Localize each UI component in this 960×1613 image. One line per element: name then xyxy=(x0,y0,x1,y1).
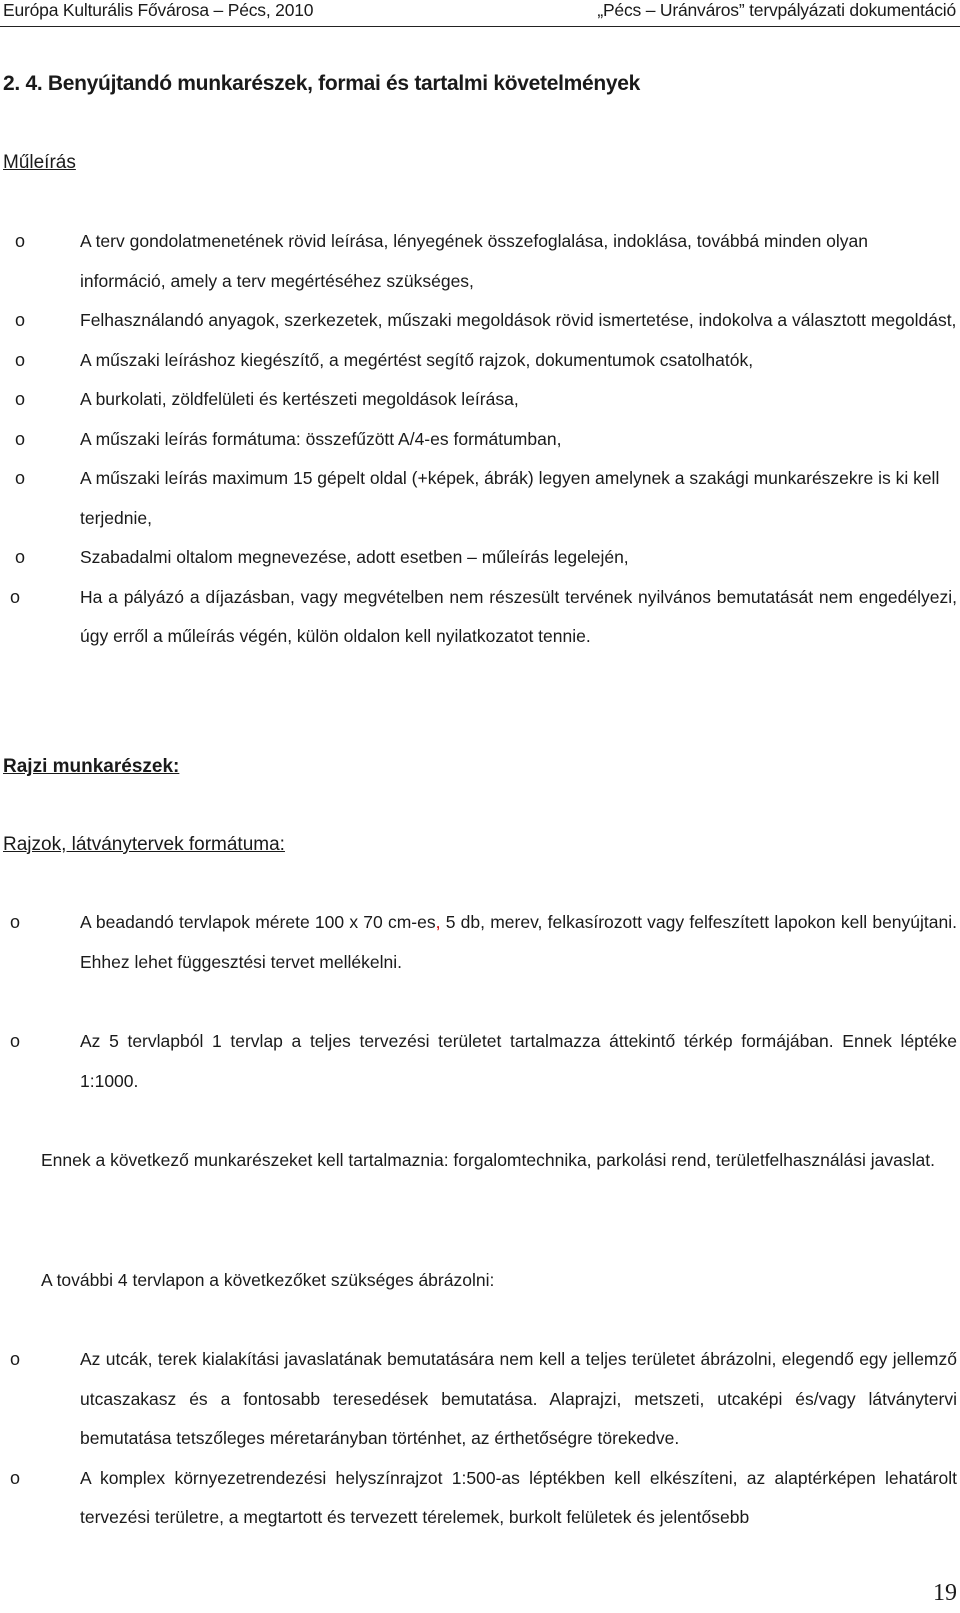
header-left-title: Európa Kulturális Fővárosa – Pécs, 2010 xyxy=(3,0,314,20)
list-item xyxy=(0,380,960,420)
list-item-text: Felhasználandó anyagok, szerkezetek, műszaki megoldások rövid ismertetése, indokolva a választott megoldást, xyxy=(80,310,957,330)
list-item-text: Ha a pályázó a díjazásban, vagy megvételben nem részesült tervének nyilvános bemutatását nem engedélyezi, úgy erről a műleírás végén, külön oldalon kell nyilatkozatot tennie. xyxy=(80,586,957,646)
list-item-text: A műszaki leírás formátuma: összefűzött A/4-es formátumban, xyxy=(80,428,562,449)
bullet-icon: o xyxy=(14,389,25,409)
list-item-text: A műszaki leírás maximum 15 gépelt oldal (+képek, ábrák) legyen amelynek a szakági munkarészekre is ki kell terjednie, xyxy=(80,468,940,528)
rajzi-heading: Rajzi munkarészek: xyxy=(3,756,180,777)
bullet-icon: o xyxy=(14,547,25,567)
list-item-text: Az utcák, terek kialakítási javaslatának bemutatására nem kell a teljes területet ábrázolni, elegendő egy jellemző utcaszakasz és a fontosabb teresedések bemutatása. Alaprajzi, metszeti, utcaképi és/vagy látványtervi bemutatása tetszőleges méretarányban történhet, az érthetőségre törekedve. xyxy=(80,1349,957,1448)
list-item-text: A terv gondolatmenetének rövid leírása, lényegének összefoglalása, indoklása, továbbá minden olyan információ, amely a terv megértéséhez szükséges, xyxy=(80,231,869,291)
list-item-text: 5 db, merev, felkasírozott vagy felfeszített lapokon kell benyújtani. Ehhez lehet függesztési tervet mellékelni. xyxy=(80,912,957,972)
list-item xyxy=(0,1340,960,1459)
paragraph: A további 4 tervlapon a következőket szükséges ábrázolni: xyxy=(41,1270,495,1290)
list-item xyxy=(0,222,960,301)
list-item xyxy=(0,341,960,381)
bullet-icon: o xyxy=(10,1349,21,1369)
list-item xyxy=(0,1459,960,1538)
red-comma: , xyxy=(435,912,441,932)
list-item-text: A burkolati, zöldfelületi és kertészeti megoldások leírása, xyxy=(80,389,519,409)
rajzi-subheading: Rajzok, látványtervek formátuma: xyxy=(3,834,285,855)
bullet-icon: o xyxy=(10,1031,21,1051)
bullet-icon: o xyxy=(14,428,25,449)
header-right-title: „Pécs – Uránváros” tervpályázati dokumentáció xyxy=(597,0,956,20)
muleiras-heading: Műleírás xyxy=(3,152,76,173)
list-item-text: Szabadalmi oltalom megnevezése, adott esetben – műleírás legelején, xyxy=(80,547,629,567)
section-title: 2. 4. Benyújtandó munkarészek, formai és tartalmi követelmények xyxy=(3,72,641,95)
list-item xyxy=(0,420,960,460)
rajzi-list-2 xyxy=(0,1022,960,1101)
list-item xyxy=(0,1022,960,1101)
bullet-icon: o xyxy=(10,586,21,607)
list-item-text: A műszaki leíráshoz kiegészítő, a megértést segítő rajzok, dokumentumok csatolhatók, xyxy=(80,349,754,370)
bullet-icon: o xyxy=(14,468,25,488)
list-item xyxy=(0,903,960,982)
bullet-icon: o xyxy=(14,310,25,330)
list-item xyxy=(0,301,960,341)
paragraph: Ennek a következő munkarészeket kell tartalmaznia: forgalomtechnika, parkolási rend, területfelhasználási javaslat. xyxy=(41,1150,935,1170)
bullet-icon: o xyxy=(10,1467,21,1488)
page-number: 19 xyxy=(933,1580,957,1606)
bullet-icon: o xyxy=(14,231,25,251)
list-item-text: A beadandó tervlapok mérete 100 x 70 cm-es xyxy=(80,912,436,932)
muleiras-list xyxy=(0,222,960,657)
list-item xyxy=(0,578,960,657)
page-header xyxy=(0,0,960,27)
bullet-icon: o xyxy=(14,349,25,370)
list-item-text: Az 5 tervlapból 1 tervlap a teljes tervezési területet tartalmazza áttekintő térkép formájában. Ennek léptéke 1:1000. xyxy=(80,1031,957,1091)
list-item xyxy=(0,538,960,578)
list-item-text: A komplex környezetrendezési helyszínrajzot 1:500-as léptékben kell elkészíteni, az alaptérképen lehatárolt tervezési területre, a megtartott és tervezett térelemek, burkolt felületek és jelentősebb xyxy=(80,1467,957,1527)
rajzi-list-1 xyxy=(0,903,960,982)
rajzi-list-3 xyxy=(0,1340,960,1538)
list-item xyxy=(0,459,960,538)
bullet-icon: o xyxy=(10,912,21,932)
